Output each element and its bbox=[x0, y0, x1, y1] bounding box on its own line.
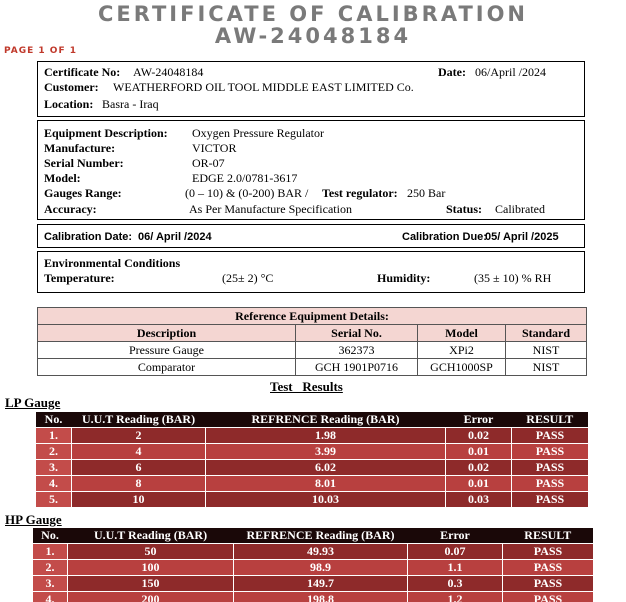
hp-cell: 98.9 bbox=[234, 560, 408, 576]
table-row bbox=[33, 560, 594, 576]
hp-cell: 4. bbox=[33, 592, 68, 602]
humidity-label: Humidity: bbox=[377, 271, 431, 285]
table-row bbox=[36, 460, 589, 476]
ref-cell: GCH1000SP bbox=[418, 359, 506, 376]
ref-cell: Pressure Gauge bbox=[38, 342, 296, 359]
hp-cell: 49.93 bbox=[234, 544, 408, 560]
ref-cell: Comparator bbox=[38, 359, 296, 376]
hp-gauge-title: HP Gauge bbox=[5, 512, 62, 527]
model-value: EDGE 2.0/0781-3617 bbox=[192, 171, 298, 185]
lp-cell: 1. bbox=[36, 428, 72, 444]
ref-cell: 362373 bbox=[296, 342, 418, 359]
lp-header-result: RESULT bbox=[512, 412, 589, 428]
hp-header-no: No. bbox=[33, 528, 68, 544]
hp-cell: 1. bbox=[33, 544, 68, 560]
date-label: Date: bbox=[438, 65, 466, 79]
lp-cell: PASS bbox=[512, 428, 589, 444]
model-label: Model: bbox=[44, 171, 81, 185]
serial-label: Serial Number: bbox=[44, 156, 124, 170]
lp-cell: 0.03 bbox=[446, 492, 512, 508]
hp-cell: 200 bbox=[68, 592, 234, 602]
lp-cell: 0.01 bbox=[446, 444, 512, 460]
accuracy-label: Accuracy: bbox=[44, 202, 97, 216]
location-label: Location: bbox=[44, 97, 94, 111]
customer-value: WEATHERFORD OIL TOOL MIDDLE EAST LIMITED Co. bbox=[113, 80, 414, 94]
lp-gauge-title: LP Gauge bbox=[5, 395, 61, 410]
hp-header-result: RESULT bbox=[503, 528, 594, 544]
gauges-range-label: Gauges Range: bbox=[44, 186, 122, 200]
date-value: 06/April /2024 bbox=[475, 65, 546, 79]
hp-cell: PASS bbox=[503, 544, 594, 560]
lp-cell: 6 bbox=[72, 460, 206, 476]
hp-cell: 1.2 bbox=[408, 592, 503, 602]
accuracy-value: As Per Manufacture Specification bbox=[189, 202, 352, 216]
test-results-title: Test Results bbox=[270, 379, 343, 394]
hp-cell: PASS bbox=[503, 576, 594, 592]
ref-header-serial: Serial No. bbox=[296, 325, 418, 342]
table-row bbox=[33, 576, 594, 592]
reference-title: Reference Equipment Details: bbox=[38, 308, 587, 325]
certificate-number-title: AW-24048184 bbox=[214, 24, 412, 48]
equipment-desc-label: Equipment Description: bbox=[44, 126, 168, 140]
lp-cell: 1.98 bbox=[206, 428, 446, 444]
test-regulator-label: Test regulator: bbox=[322, 186, 398, 200]
ref-cell: NIST bbox=[506, 359, 587, 376]
lp-header-no: No. bbox=[36, 412, 72, 428]
lp-cell: 10.03 bbox=[206, 492, 446, 508]
lp-cell: 4. bbox=[36, 476, 72, 492]
lp-cell: PASS bbox=[512, 476, 589, 492]
test-regulator-value: 250 Bar bbox=[407, 186, 446, 200]
cert-no-label: Certificate No: bbox=[44, 65, 121, 79]
ref-cell: GCH 1901P0716 bbox=[296, 359, 418, 376]
lp-cell: 10 bbox=[72, 492, 206, 508]
status-value: Calibrated bbox=[495, 202, 545, 216]
lp-cell: 8 bbox=[72, 476, 206, 492]
hp-cell: PASS bbox=[503, 560, 594, 576]
cert-no-value: AW-24048184 bbox=[133, 65, 204, 79]
humidity-value: (35 ± 10) % RH bbox=[474, 271, 552, 285]
lp-cell: 0.02 bbox=[446, 428, 512, 444]
lp-cell: PASS bbox=[512, 444, 589, 460]
table-row bbox=[33, 544, 594, 560]
lp-header-reference: REFRENCE Reading (BAR) bbox=[206, 412, 446, 428]
hp-cell: 1.1 bbox=[408, 560, 503, 576]
temperature-value: (25± 2) °C bbox=[222, 271, 274, 285]
table-row bbox=[36, 428, 589, 444]
serial-value: OR-07 bbox=[192, 156, 225, 170]
hp-gauge-table bbox=[32, 528, 593, 602]
table-row bbox=[33, 592, 594, 602]
hp-cell: 0.07 bbox=[408, 544, 503, 560]
lp-cell: 3. bbox=[36, 460, 72, 476]
lp-cell: 2 bbox=[72, 428, 206, 444]
lp-cell: 2. bbox=[36, 444, 72, 460]
hp-header-reference: REFRENCE Reading (BAR) bbox=[234, 528, 408, 544]
certificate-title: CERTIFICATE OF CALIBRATION bbox=[97, 2, 529, 26]
hp-cell: 150 bbox=[68, 576, 234, 592]
lp-cell: 5. bbox=[36, 492, 72, 508]
lp-cell: 0.01 bbox=[446, 476, 512, 492]
lp-cell: 6.02 bbox=[206, 460, 446, 476]
hp-cell: 100 bbox=[68, 560, 234, 576]
table-row bbox=[38, 359, 587, 376]
hp-cell: PASS bbox=[503, 592, 594, 602]
lp-cell: 8.01 bbox=[206, 476, 446, 492]
ref-header-standard: Standard bbox=[506, 325, 587, 342]
table-row bbox=[36, 476, 589, 492]
ref-header-description: Description bbox=[38, 325, 296, 342]
ref-cell: XPi2 bbox=[418, 342, 506, 359]
hp-cell: 198.8 bbox=[234, 592, 408, 602]
gauges-range-value: (0 – 10) & (0-200) BAR / bbox=[185, 186, 309, 200]
manufacture-label: Manufacture: bbox=[44, 141, 116, 155]
hp-cell: 2. bbox=[33, 560, 68, 576]
table-row bbox=[38, 342, 587, 359]
lp-gauge-table bbox=[35, 412, 588, 507]
lp-cell: 0.02 bbox=[446, 460, 512, 476]
hp-cell: 0.3 bbox=[408, 576, 503, 592]
reference-equipment-table bbox=[37, 307, 587, 376]
equipment-desc-value: Oxygen Pressure Regulator bbox=[192, 126, 324, 140]
table-row bbox=[36, 492, 589, 508]
lp-header-error: Error bbox=[446, 412, 512, 428]
lp-cell: 3.99 bbox=[206, 444, 446, 460]
page-label: PAGE 1 OF 1 bbox=[4, 46, 77, 56]
hp-cell: 3. bbox=[33, 576, 68, 592]
calibration-date-value: 06/ April /2024 bbox=[138, 231, 212, 243]
environment-title: Environmental Conditions bbox=[44, 256, 181, 270]
status-label: Status: bbox=[446, 202, 483, 216]
lp-cell: 4 bbox=[72, 444, 206, 460]
lp-cell: PASS bbox=[512, 492, 589, 508]
ref-header-model: Model bbox=[418, 325, 506, 342]
calibration-due-label: Calibration Due: bbox=[402, 231, 487, 243]
customer-label: Customer: bbox=[44, 80, 99, 94]
lp-header-uut: U.U.T Reading (BAR) bbox=[72, 412, 206, 428]
ref-cell: NIST bbox=[506, 342, 587, 359]
hp-header-error: Error bbox=[408, 528, 503, 544]
temperature-label: Temperature: bbox=[44, 271, 115, 285]
manufacture-value: VICTOR bbox=[192, 141, 237, 155]
table-row bbox=[36, 444, 589, 460]
hp-cell: 149.7 bbox=[234, 576, 408, 592]
hp-cell: 50 bbox=[68, 544, 234, 560]
lp-cell: PASS bbox=[512, 460, 589, 476]
location-value: Basra - Iraq bbox=[102, 97, 159, 111]
calibration-due-value: 05/ April /2025 bbox=[485, 231, 559, 243]
calibration-date-label: Calibration Date: bbox=[44, 231, 133, 243]
hp-header-uut: U.U.T Reading (BAR) bbox=[68, 528, 234, 544]
